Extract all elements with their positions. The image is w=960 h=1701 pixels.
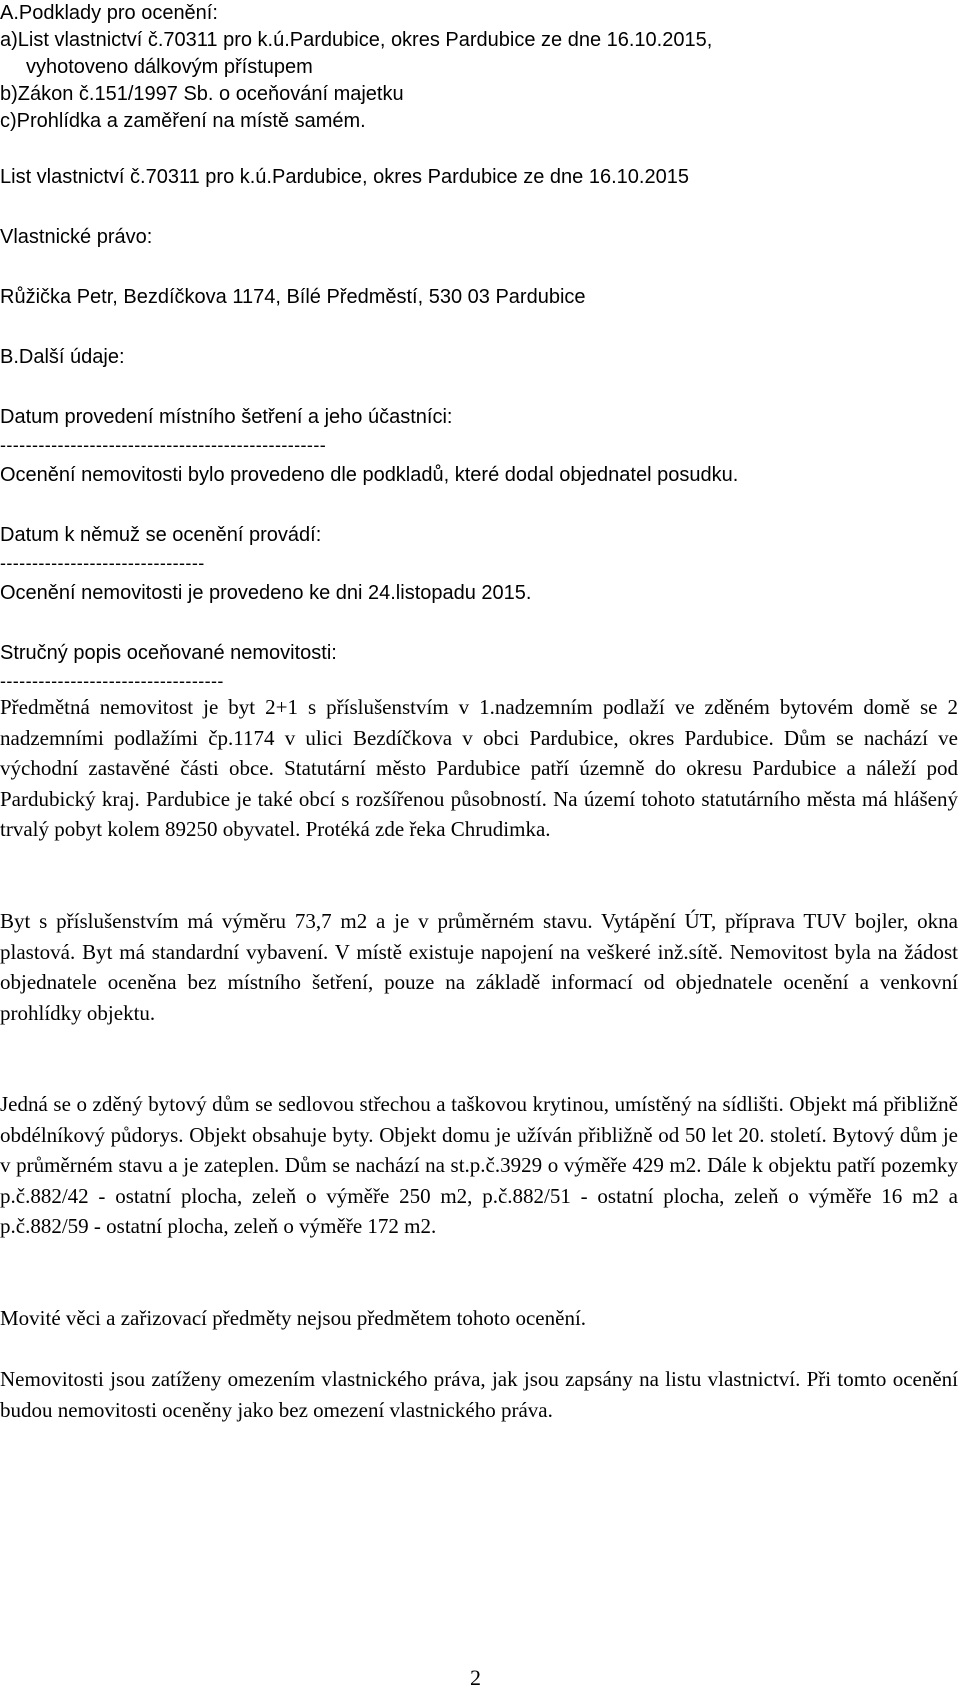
lv-title: List vlastnictví č.70311 pro k.ú.Pardubice, okres Pardubice ze dne 16.10.2015 — [0, 166, 689, 188]
valuation-date-label: Datum k němuž se ocenění provádí: — [0, 524, 322, 546]
description-paragraph-1: Předmětná nemovitost je byt 2+1 s příslušenstvím v 1.nadzemním podlaží ve zděném bytovém domě se 2 nadzemními podlažími čp.1174 v ulici Bezdíčkova v obci Pardubice, okres Pardubice. Dům se nachází ve východní zastavěné části obce. Statutární město Pardubice patří územně do okresu Pardubice a náleží pod Pardubický kraj. Pardubice je také obcí s rozšířenou působností. Na území tohoto statutárního města má hlášený trvalý pobyt kolem 89250 obyvatel. Protéká zde řeka Chrudimka. — [0, 695, 958, 842]
valuation-date-text: Ocenění nemovitosti je provedeno ke dni 24.listopadu 2015. — [0, 582, 532, 604]
source-item-a-line2: vyhotoveno dálkovým přístupem — [26, 56, 313, 78]
description-paragraph-2: Byt s příslušenstvím má výměru 73,7 m2 a je v průměrném stavu. Vytápění ÚT, příprava TUV bojler, okna plastová. Byt má standardní vybavení. V místě existuje napojení na veškeré inž.sítě. Nemovitost byla na žádost objednatele oceněna bez místního šetření, pouze na základě informací od objednatele ocenění a venkovní prohlídky objektu. — [0, 909, 958, 1025]
valuation-date-rule: -------------------------------- — [0, 553, 205, 573]
inspection-text: Ocenění nemovitosti bylo provedeno dle podkladů, které dodal objednatel posudku. — [0, 464, 739, 486]
inspection-label: Datum provedení místního šetření a jeho účastníci: — [0, 406, 453, 428]
description-paragraph-4: Movité věci a zařizovací předměty nejsou předmětem tohoto ocenění. — [0, 1306, 587, 1330]
source-item-a-line1: a)List vlastnictví č.70311 pro k.ú.Pardubice, okres Pardubice ze dne 16.10.2015, — [0, 29, 713, 51]
description-paragraph-5: Nemovitosti jsou zatíženy omezením vlastnického práva, jak jsou zapsány na listu vlastnictví. Při tomto ocenění budou nemovitosti oceněny jako bez omezení vlastnického práva. — [0, 1367, 958, 1422]
section-b-heading: B.Další údaje: — [0, 346, 125, 368]
owner-line: Růžička Petr, Bezdíčkova 1174, Bílé Předměstí, 530 03 Pardubice — [0, 286, 586, 308]
section-a-heading: A.Podklady pro ocenění: — [0, 2, 218, 24]
source-item-c: c)Prohlídka a zaměření na místě samém. — [0, 110, 366, 132]
inspection-rule: --------------------------------------------------- — [0, 435, 327, 455]
source-item-b: b)Zákon č.151/1997 Sb. o oceňování majetku — [0, 83, 404, 105]
description-paragraph-3: Jedná se o zděný bytový dům se sedlovou střechou a taškovou krytinou, umístěný na sídlišti. Objekt má přibližně obdélníkový půdorys. Objekt obsahuje byty. Objekt domu je užíván přibližně od 50 let 20. století. Bytový dům je v průměrném stavu a je zateplen. Dům se nachází na st.p.č.3929 o výměře 429 m2. Dále k objektu patří pozemky p.č.882/42 - ostatní plocha, zeleň o výměře 250 m2, p.č.882/51 - ostatní plocha, zeleň o výměře 16 m2 a p.č.882/59 - ostatní plocha, zeleň o výměře 172 m2. — [0, 1092, 958, 1239]
description-label: Stručný popis oceňované nemovitosti: — [0, 642, 337, 664]
description-rule: ----------------------------------- — [0, 671, 224, 691]
rights-label: Vlastnické právo: — [0, 226, 153, 248]
page-number: 2 — [470, 1665, 481, 1690]
